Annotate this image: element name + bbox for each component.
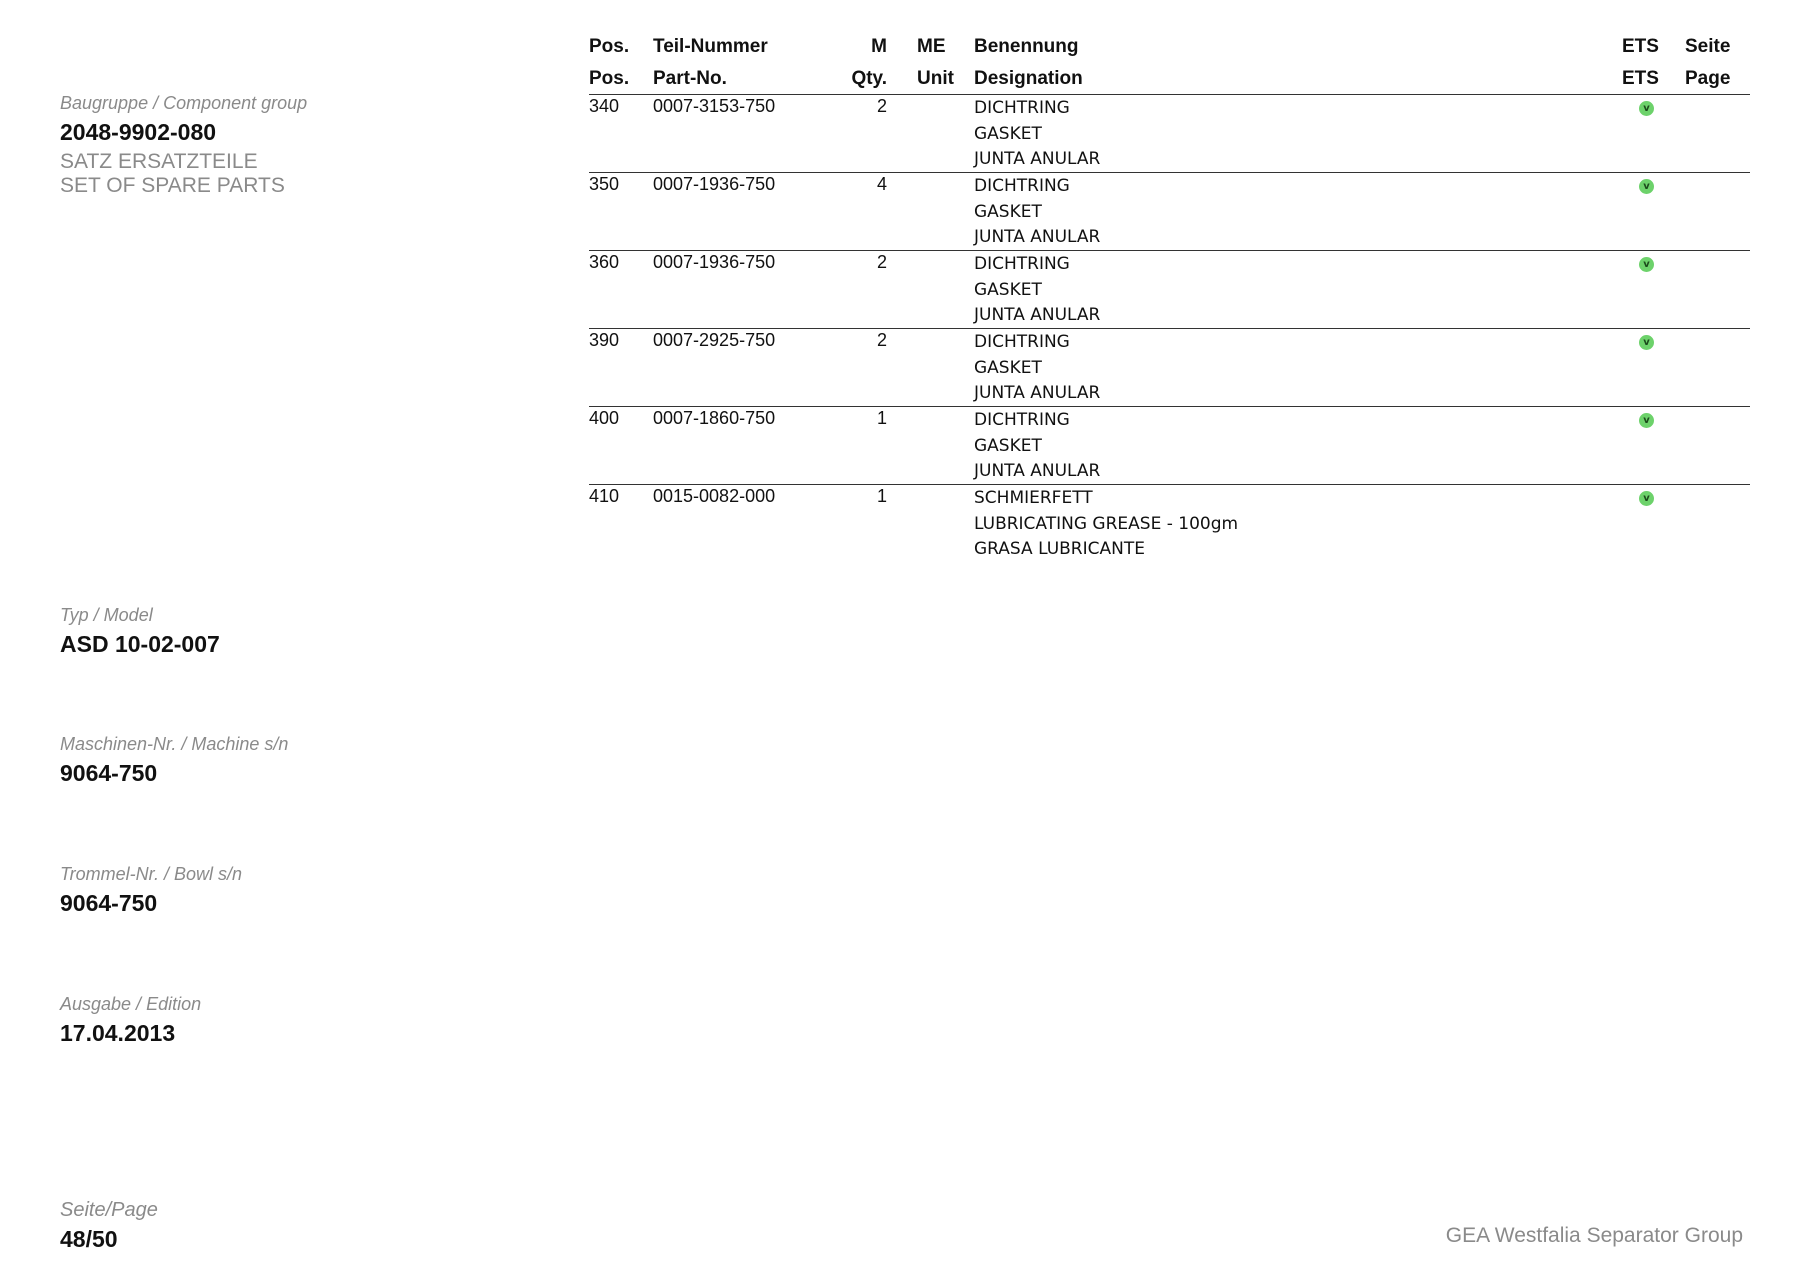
machine-value: 9064-750 — [60, 760, 158, 786]
header-qty-en: Qty. — [851, 68, 887, 89]
table-row — [589, 328, 1750, 406]
row-pos: 340 — [589, 96, 620, 116]
model-value: ASD 10-02-007 — [60, 631, 220, 657]
row-part-number: 0007-1936-750 — [653, 174, 776, 194]
check-circle-icon: v — [1639, 179, 1654, 194]
designation-de: DICHTRING — [974, 98, 1070, 118]
page-number: 48/50 — [60, 1226, 118, 1252]
row-designation — [974, 408, 1100, 485]
table-body — [589, 95, 1750, 562]
header-designation-en: Designation — [974, 68, 1083, 89]
header-ets-en: ETS — [1622, 68, 1659, 89]
check-circle-icon: v — [1639, 491, 1654, 506]
row-designation — [974, 252, 1100, 329]
header-part-en: Part-No. — [653, 68, 727, 89]
row-part-number: 0007-1936-750 — [653, 252, 776, 272]
header-pos-de: Pos. — [589, 36, 630, 57]
row-qty: 4 — [876, 174, 887, 194]
component-group-desc-en: SET OF SPARE PARTS — [60, 174, 285, 197]
designation-en: GASKET — [974, 357, 1042, 378]
bowl-block — [60, 863, 242, 917]
check-circle-icon: v — [1639, 101, 1654, 116]
row-part-number: 0015-0082-000 — [653, 486, 776, 506]
designation-de: DICHTRING — [974, 332, 1070, 352]
designation-en: GASKET — [974, 435, 1042, 456]
table-row — [589, 406, 1750, 484]
header-pos-en: Pos. — [589, 68, 630, 89]
table-row — [589, 484, 1750, 562]
component-group-label: Baugruppe / Component group — [60, 93, 308, 113]
bowl-value: 9064-750 — [60, 890, 158, 916]
row-qty: 2 — [876, 252, 887, 272]
page-label: Seite/Page — [60, 1199, 158, 1221]
row-qty: 1 — [876, 408, 887, 428]
row-designation — [974, 174, 1100, 251]
designation-es: JUNTA ANULAR — [974, 461, 1101, 481]
row-part-number: 0007-3153-750 — [653, 96, 776, 116]
component-group-value: 2048-9902-080 — [60, 119, 217, 145]
bowl-label: Trommel-Nr. / Bowl s/n — [60, 864, 243, 884]
component-group-block — [60, 92, 307, 198]
row-qty: 1 — [876, 486, 887, 506]
check-circle-icon: v — [1639, 335, 1654, 350]
company-name: GEA Westfalia Separator Group — [1445, 1224, 1743, 1247]
header-page-en: Page — [1685, 68, 1731, 89]
check-circle-icon: v — [1639, 257, 1654, 272]
table-header-de — [589, 30, 1750, 62]
designation-en: GASKET — [974, 201, 1042, 222]
designation-es: JUNTA ANULAR — [974, 305, 1101, 325]
row-pos: 350 — [589, 174, 620, 194]
designation-en: GASKET — [974, 279, 1042, 300]
header-part-de: Teil-Nummer — [653, 36, 768, 57]
model-block — [60, 604, 220, 658]
row-pos: 410 — [589, 486, 620, 506]
table-row — [589, 95, 1750, 172]
designation-de: DICHTRING — [974, 254, 1070, 274]
designation-es: GRASA LUBRICANTE — [974, 539, 1145, 559]
machine-block — [60, 733, 288, 787]
row-pos: 360 — [589, 252, 620, 272]
header-page-de: Seite — [1685, 36, 1731, 57]
row-qty: 2 — [876, 96, 887, 116]
designation-es: JUNTA ANULAR — [974, 149, 1101, 169]
parts-table — [589, 30, 1750, 562]
edition-label: Ausgabe / Edition — [60, 994, 202, 1014]
table-row — [589, 250, 1750, 328]
designation-es: JUNTA ANULAR — [974, 383, 1101, 403]
row-qty: 2 — [876, 330, 887, 350]
header-unit-de: ME — [917, 36, 946, 57]
designation-en: LUBRICATING GREASE - 100gm — [974, 513, 1239, 534]
row-pos: 400 — [589, 408, 620, 428]
edition-value: 17.04.2013 — [60, 1020, 176, 1046]
header-designation-de: Benennung — [974, 36, 1079, 57]
designation-en: GASKET — [974, 123, 1042, 144]
header-qty-de: M — [871, 36, 887, 57]
designation-es: JUNTA ANULAR — [974, 227, 1101, 247]
row-designation — [974, 486, 1238, 563]
designation-de: DICHTRING — [974, 410, 1070, 430]
header-unit-en: Unit — [917, 68, 954, 89]
row-designation — [974, 330, 1100, 407]
designation-de: SCHMIERFETT — [974, 488, 1093, 508]
page-block — [60, 1199, 158, 1253]
machine-label: Maschinen-Nr. / Machine s/n — [60, 734, 289, 754]
table-header-en — [589, 62, 1750, 95]
check-circle-icon: v — [1639, 413, 1654, 428]
designation-de: DICHTRING — [974, 176, 1070, 196]
model-label: Typ / Model — [60, 605, 153, 625]
row-pos: 390 — [589, 330, 620, 350]
table-row — [589, 172, 1750, 250]
row-part-number: 0007-2925-750 — [653, 330, 776, 350]
row-part-number: 0007-1860-750 — [653, 408, 776, 428]
row-designation — [974, 96, 1100, 173]
header-ets-de: ETS — [1622, 36, 1659, 57]
component-group-desc-de: SATZ ERSATZTEILE — [60, 150, 258, 173]
edition-block — [60, 993, 201, 1047]
